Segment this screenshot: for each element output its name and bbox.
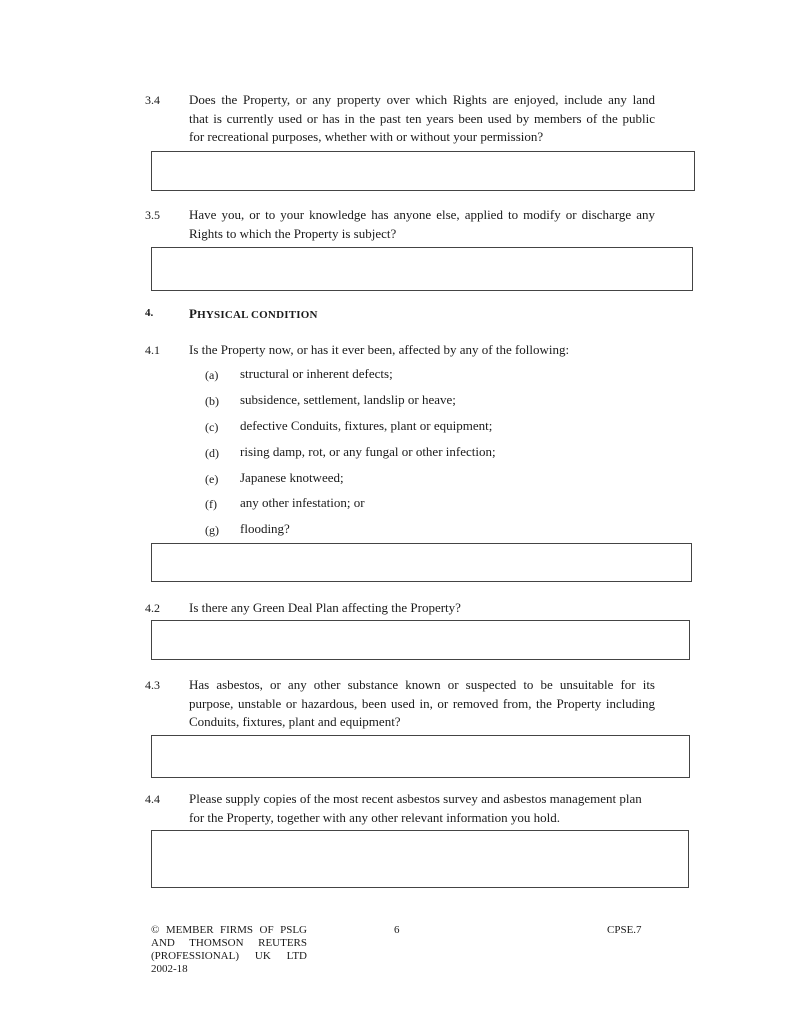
footer-page-number: 6 (394, 924, 400, 936)
question-4-4-text: Please supply copies of the most recent asbestos survey and asbestos management plan for the Property, together with any other relevant information you hold. (189, 791, 642, 825)
answer-box-4-2[interactable] (151, 620, 690, 660)
answer-box-4-1[interactable] (151, 543, 692, 582)
list-item-letter-f: (f) (205, 497, 217, 511)
answer-box-4-4[interactable] (151, 830, 689, 888)
question-4-1-number: 4.1 (145, 343, 160, 357)
question-3-4-text: Does the Property, or any property over which Rights are enjoyed, include any land that is currently used or has in the past ten years been used by members of the public for recreational purposes, whether with or without your permission? (189, 92, 655, 144)
list-item-letter-d: (d) (205, 446, 219, 460)
question-3-5-text: Have you, or to your knowledge has anyone else, applied to modify or discharge any Rights to which the Property is subject? (189, 207, 655, 241)
answer-box-3-5[interactable] (151, 247, 693, 291)
question-4-1-text: Is the Property now, or has it ever been, affected by any of the following: (189, 342, 570, 357)
list-item-g: flooding? (240, 521, 290, 536)
question-4-2-text: Is there any Green Deal Plan affecting the Property? (189, 600, 461, 615)
list-item-letter-g: (g) (205, 523, 219, 537)
question-3-5-number: 3.5 (145, 208, 160, 222)
section-4-number: 4. (145, 307, 154, 319)
list-item-letter-a: (a) (205, 368, 219, 382)
list-item-letter-b: (b) (205, 394, 219, 408)
list-item-d: rising damp, rot, or any fungal or other infection; (240, 444, 496, 459)
answer-box-4-3[interactable] (151, 735, 690, 778)
question-4-2-number: 4.2 (145, 601, 160, 615)
question-4-3-text: Has asbestos, or any other substance known or suspected to be unsuitable for its purpose, unstable or hazardous, been used in, or removed from, the Property including Conduits, fixtures, plant and equipment? (189, 677, 655, 729)
question-4-4-number: 4.4 (145, 792, 160, 806)
footer-doc-code: CPSE.7 (607, 924, 642, 936)
list-item-a: structural or inherent defects; (240, 366, 393, 381)
answer-box-3-4[interactable] (151, 151, 695, 191)
list-item-f: any other infestation; or (240, 495, 365, 510)
question-4-3-number: 4.3 (145, 678, 160, 692)
question-3-4-number: 3.4 (145, 93, 160, 107)
section-4-title: PHYSICAL CONDITION (189, 306, 318, 321)
list-item-b: subsidence, settlement, landslip or heave; (240, 392, 456, 407)
list-item-letter-e: (e) (205, 472, 219, 486)
footer-copyright: © MEMBER FIRMS OF PSLG AND THOMSON REUTERS (PROFESSIONAL) UK LTD 2002-18 (151, 924, 307, 975)
list-item-c: defective Conduits, fixtures, plant or equipment; (240, 418, 493, 433)
list-item-e: Japanese knotweed; (240, 470, 344, 485)
list-item-letter-c: (c) (205, 420, 219, 434)
